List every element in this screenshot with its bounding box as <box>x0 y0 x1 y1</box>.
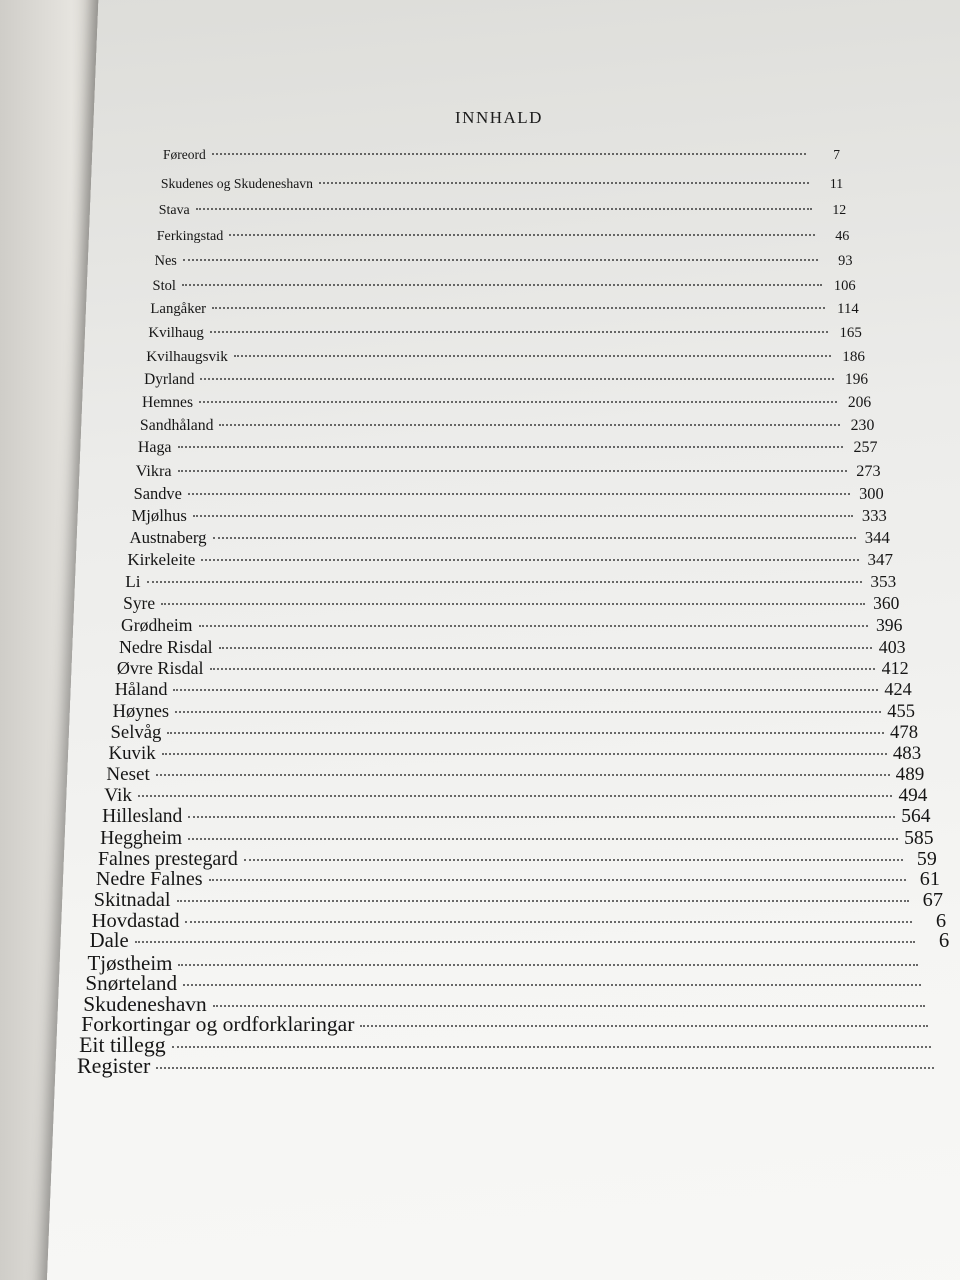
toc-entry <box>155 253 853 270</box>
toc-entry-page-number: 230 <box>850 416 875 434</box>
dot-leader <box>175 711 881 713</box>
toc-entry-label: Haga <box>137 439 172 457</box>
dot-leader <box>188 493 850 495</box>
dot-leader <box>210 331 828 333</box>
dot-leader <box>219 424 840 426</box>
toc-entry-page-number: 412 <box>881 657 909 678</box>
toc-entry-label: Hemnes <box>142 394 194 412</box>
toc-entry-label: Mjølhus <box>131 506 187 526</box>
toc-entry-label: Snørteland <box>85 971 178 996</box>
toc-entry <box>153 278 856 295</box>
dot-leader <box>199 401 837 403</box>
toc-entry-label: Kvilhaugsvik <box>146 348 228 366</box>
toc-entry <box>115 679 912 700</box>
toc-entry-page-number: 206 <box>847 394 872 412</box>
dot-leader <box>135 941 916 943</box>
toc-entry <box>117 658 909 679</box>
toc-entry-label: Hovdastad <box>91 909 180 932</box>
toc-entry <box>159 203 846 219</box>
toc-entry-page-number: 11 <box>829 176 844 192</box>
toc-entry <box>136 462 881 481</box>
dot-leader <box>244 859 903 861</box>
toc-entry <box>113 701 915 722</box>
toc-entry-label: Nes <box>154 253 177 270</box>
toc-entry-label: Stol <box>152 277 176 294</box>
toc-entry-page-number: 196 <box>845 371 869 389</box>
toc-entry-label: Forkortingar og ordforklaringar <box>81 1012 355 1037</box>
toc-entry <box>94 889 943 912</box>
toc-entry-page-number: 59 <box>916 847 937 870</box>
toc-entry-page-number: 7 <box>833 146 840 162</box>
toc-entry-page-number: 6 <box>938 930 950 953</box>
toc-entry-page-number: 360 <box>873 593 900 614</box>
dot-leader <box>162 753 887 755</box>
toc-entry-label: Nedre Falnes <box>95 868 203 891</box>
dot-leader <box>200 378 834 380</box>
dot-leader <box>219 647 872 649</box>
toc-entry <box>148 325 862 342</box>
toc-entry-page-number: 347 <box>867 550 894 570</box>
dot-leader <box>213 1005 925 1007</box>
toc-entry-label: Falnes prestegard <box>97 847 238 870</box>
toc-entry <box>108 743 921 765</box>
dot-leader <box>183 984 921 986</box>
toc-entry-page-number: 424 <box>884 679 912 700</box>
toc-entry <box>146 348 865 366</box>
toc-entry <box>134 484 884 504</box>
toc-entry-page-number: 273 <box>856 461 881 480</box>
dot-leader <box>201 559 859 561</box>
toc-entry <box>111 722 918 744</box>
toc-entry <box>100 827 934 850</box>
toc-entry-page-number: 455 <box>887 700 915 721</box>
toc-entry-label: Vikra <box>135 461 172 480</box>
dot-leader <box>167 732 884 734</box>
toc-entry-label: Sandhåland <box>139 416 214 434</box>
dot-leader <box>147 581 863 583</box>
dot-leader <box>234 355 831 357</box>
dot-leader <box>172 1046 931 1048</box>
toc-entry-label: Dale <box>89 930 129 953</box>
toc-entry-label: Kuvik <box>108 742 156 764</box>
dot-leader <box>156 1067 934 1069</box>
dot-leader <box>196 208 813 210</box>
dot-leader <box>161 603 865 605</box>
toc-entry-page-number: 353 <box>870 571 897 591</box>
toc-entry-page-number: 585 <box>904 826 934 849</box>
toc-entry-label: Øvre Risdal <box>116 657 204 678</box>
dot-leader <box>212 153 806 155</box>
toc-entry <box>140 417 874 435</box>
dot-leader <box>178 470 847 472</box>
toc-entry-page-number: 478 <box>890 721 919 743</box>
dot-leader <box>209 879 906 881</box>
toc-entry <box>163 147 840 163</box>
toc-entry <box>90 930 950 953</box>
toc-entry-label: Nedre Risdal <box>118 636 213 657</box>
toc-entry <box>161 176 843 192</box>
toc-entry-label: Høynes <box>112 700 170 721</box>
toc-entry-page-number: 300 <box>859 484 884 504</box>
toc-entry-page-number: 344 <box>864 528 890 548</box>
toc-entry <box>123 593 899 614</box>
dot-leader <box>173 689 877 691</box>
toc-entry <box>96 868 940 891</box>
toc-entry-page-number: 67 <box>922 889 943 912</box>
toc-entry-label: Føreord <box>163 146 206 162</box>
toc-entry-label: Håland <box>114 679 168 700</box>
dot-leader <box>188 816 895 818</box>
toc-entry-label: Hillesland <box>102 805 183 827</box>
toc-entry-label: Eit tillegg <box>79 1032 166 1057</box>
toc-entry-label: Syre <box>123 593 156 614</box>
toc-entry-label: Heggheim <box>100 826 183 849</box>
toc-entry-page-number: 114 <box>837 301 859 318</box>
toc-entry-label: Neset <box>106 763 150 785</box>
dot-leader <box>319 182 809 184</box>
toc-entry-label: Register <box>77 1053 151 1078</box>
toc-entry-page-number: 165 <box>839 324 862 341</box>
toc-entry-page-number: 396 <box>875 615 903 636</box>
dot-leader <box>183 259 819 261</box>
toc-entry-page-number: 489 <box>895 763 925 785</box>
toc-entry <box>121 615 902 636</box>
toc-entry-page-number: 333 <box>861 506 887 526</box>
toc-entry <box>104 785 927 807</box>
toc-entry-page-number: 186 <box>842 348 865 366</box>
toc-entry <box>138 439 878 457</box>
dot-leader <box>138 795 892 797</box>
toc-entry-page-number: 257 <box>853 439 878 457</box>
toc-entry-page-number: 483 <box>892 742 922 764</box>
toc-entry-page-number: 12 <box>832 202 847 218</box>
toc-entry-page-number: 6 <box>935 909 947 932</box>
dot-leader <box>212 307 825 309</box>
toc-entry <box>106 764 924 786</box>
dot-leader <box>178 446 844 448</box>
toc-entry <box>119 637 906 658</box>
toc-entry-label: Kvilhaug <box>148 324 204 341</box>
toc-entry-label: Skudenes og Skudeneshavn <box>160 176 313 192</box>
toc-entry-page-number: 93 <box>838 253 853 270</box>
toc-entry-label: Stava <box>158 202 190 218</box>
toc-entry-label: Skudeneshavn <box>83 991 207 1016</box>
toc-entry-label: Selvåg <box>110 721 162 743</box>
toc-entry-page-number: 494 <box>898 784 928 806</box>
toc-entry-page-number: 106 <box>833 277 856 294</box>
dot-leader <box>229 234 815 236</box>
dot-leader <box>193 515 853 517</box>
toc-entry <box>98 848 937 871</box>
toc-entry-label: Dyrland <box>144 371 195 389</box>
toc-entry <box>157 228 850 245</box>
toc-entry-page-number: 564 <box>901 805 931 827</box>
dot-leader <box>213 537 856 539</box>
toc-entry <box>132 506 887 526</box>
toc-entry <box>129 528 890 548</box>
toc-entry-label: Austnaberg <box>129 528 207 548</box>
toc-entry-label: Sandve <box>133 484 182 504</box>
toc-entry-page-number: 61 <box>919 868 940 891</box>
toc-entry-label: Vik <box>104 784 133 806</box>
dot-leader <box>177 900 909 902</box>
toc-entry <box>144 371 868 389</box>
dot-leader <box>199 625 869 627</box>
toc-entry <box>142 394 871 412</box>
toc-entry <box>150 301 858 318</box>
dot-leader <box>185 921 912 923</box>
toc-entry-label: Ferkingstad <box>156 228 224 245</box>
dot-leader <box>178 964 918 966</box>
toc-entry-page-number: 403 <box>878 636 906 657</box>
toc-entry <box>127 550 893 570</box>
toc-entry-label: Langåker <box>150 301 207 318</box>
toc-entry <box>125 572 896 592</box>
dot-leader <box>188 838 898 840</box>
toc-entry-label: Skitnadal <box>93 889 171 912</box>
dot-leader <box>156 774 890 776</box>
toc-entry <box>102 806 930 828</box>
toc-entry-label: Li <box>125 571 141 591</box>
toc-entry <box>92 910 946 933</box>
toc-entry-label: Grødheim <box>121 615 193 636</box>
toc-entry-page-number: 46 <box>835 228 850 245</box>
toc-entry <box>77 1053 960 1079</box>
dot-leader <box>360 1025 927 1027</box>
dot-leader <box>210 668 875 670</box>
dot-leader <box>182 284 822 286</box>
page-title: INNHALD <box>455 108 543 127</box>
toc-entry-label: Kirkeleite <box>127 550 196 570</box>
toc-entry-label: Tjøstheim <box>87 950 173 975</box>
